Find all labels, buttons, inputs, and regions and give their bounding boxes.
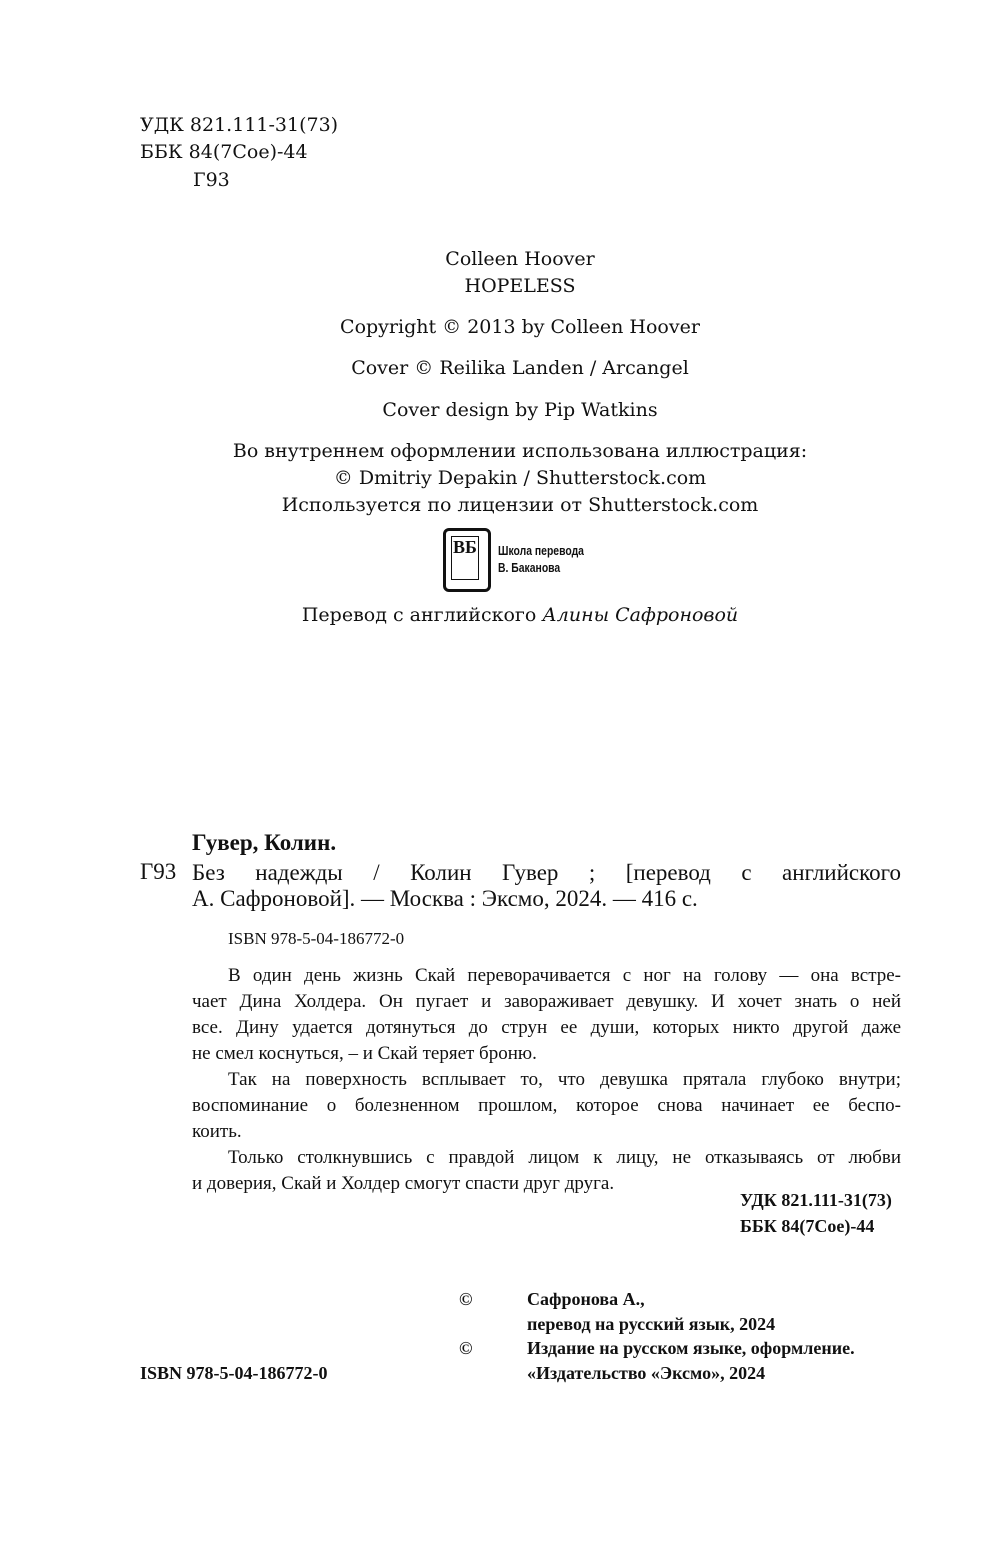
annotation-line: Только столкнувшись с правдой лицом к лицу, не отказываясь от любви: [228, 1147, 901, 1168]
logo-line: Школа перевода: [498, 543, 584, 558]
record-heading: Гувер, Колин.: [192, 830, 337, 855]
annotation-line: не смел коснуться, – и Скай теряет броню.: [192, 1043, 537, 1064]
illustration-credit-line: Во внутреннем оформлении использована иллюстрация:: [232, 440, 808, 462]
annotation-line: чает Дина Холдера. Он пугает и завораживает девушку. И хочет знать о ней: [192, 991, 901, 1012]
translation-prefix: Перевод с английского: [301, 604, 543, 626]
record-line: А. Сафроновой]. — Москва : Эксмо, 2024. — 416 с.: [192, 886, 698, 911]
copyright-holder: Сафронова А.,: [527, 1289, 645, 1309]
logo-mark: ВБ: [451, 536, 479, 580]
annotation-line: коить.: [192, 1121, 242, 1142]
annotation-udk: УДК 821.111-31(73): [740, 1190, 892, 1210]
annotation-bbk: ББК 84(7Сое)-44: [740, 1216, 875, 1236]
copyright-notice: Copyright © 2013 by Colleen Hoover: [340, 316, 700, 338]
annotation-line: воспоминание о болезненном прошлом, которое снова начинает ее беспо-: [192, 1095, 901, 1116]
copyright-holder: Издание на русском языке, оформление.: [527, 1338, 855, 1358]
record-line: Без надежды / Колин Гувер ; [перевод с английского: [192, 860, 901, 885]
record-isbn: ISBN 978-5-04-186772-0: [228, 929, 405, 948]
logo-line: В. Баканова: [498, 560, 561, 575]
cover-design-credit: Cover design by Pip Watkins: [382, 399, 658, 421]
translation-school-logo: [443, 528, 593, 590]
annotation-line: и доверия, Скай и Холдер смогут спасти друг друга.: [192, 1173, 615, 1194]
author-mark: Г93: [193, 169, 230, 191]
record-mark: Г93: [140, 859, 177, 884]
udk-code: УДК 821.111-31(73): [140, 114, 339, 136]
annotation-line: В один день жизнь Скай переворачивается с ног на голову — она встре-: [228, 965, 901, 986]
original-title: HOPELESS: [464, 275, 576, 297]
footer-isbn: ISBN 978-5-04-186772-0: [140, 1363, 328, 1383]
copyright-symbol: ©: [459, 1289, 473, 1309]
annotation-line: Так на поверхность всплывает то, что девушка прятала глубоко внутри;: [228, 1069, 901, 1090]
illustration-credit-line: Используется по лицензии от Shutterstock.com: [281, 494, 759, 516]
cover-credit: Cover © Reilika Landen / Arcangel: [351, 357, 689, 379]
illustration-credit-line: © Dmitriy Depakin / Shutterstock.com: [333, 467, 707, 489]
copyright-symbol: ©: [459, 1338, 473, 1358]
copyright-detail: «Издательство «Эксмо», 2024: [527, 1363, 766, 1383]
translator-name: Алины Сафроновой: [542, 604, 739, 626]
logo-frame: [443, 528, 491, 592]
original-author: Colleen Hoover: [445, 248, 595, 270]
copyright-detail: перевод на русский язык, 2024: [527, 1314, 776, 1334]
logo-text: [498, 542, 584, 576]
bbk-code: ББК 84(7Сое)-44: [140, 141, 308, 163]
translation-credit: [200, 602, 840, 629]
annotation-line: все. Дину удается дотянуться до струн ее души, которых никто другой даже: [192, 1017, 901, 1038]
